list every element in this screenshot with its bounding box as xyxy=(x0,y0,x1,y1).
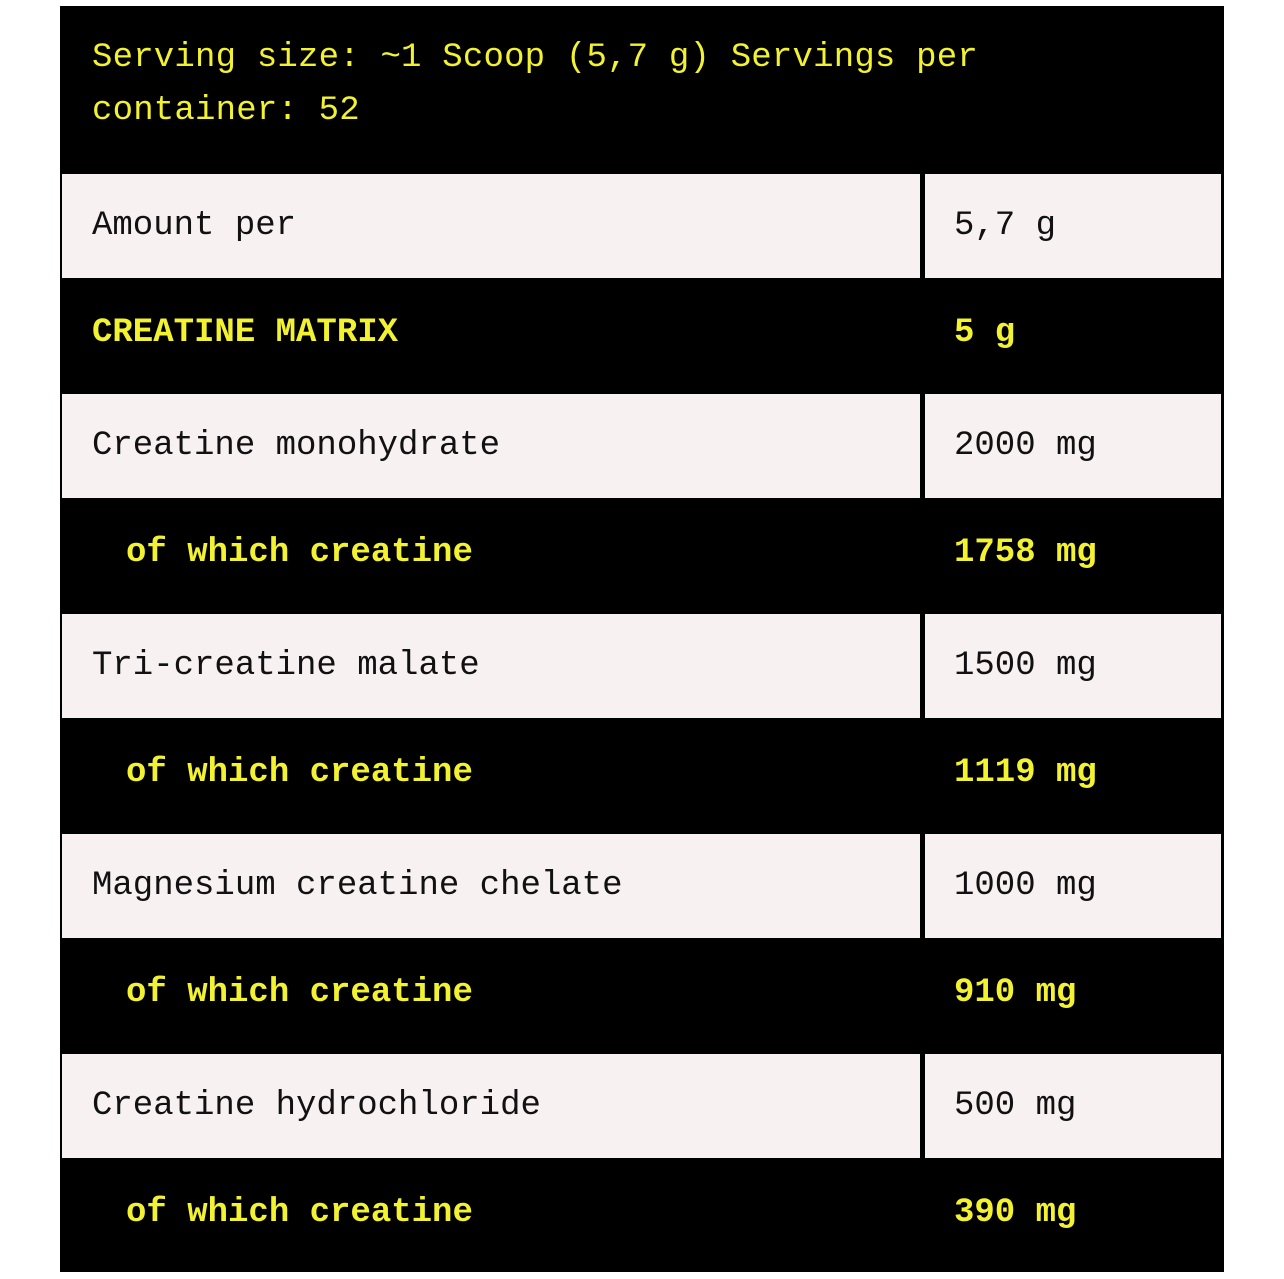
row-name: Amount per xyxy=(62,174,920,278)
row-amount: 1119 mg xyxy=(924,718,1224,828)
table-row-creatine-monohydrate xyxy=(60,394,1224,498)
row-amount: 5 g xyxy=(924,278,1224,388)
row-name: Magnesium creatine chelate xyxy=(62,834,920,938)
row-name: of which creatine xyxy=(60,718,922,828)
row-name: Creatine hydrochloride xyxy=(62,1054,920,1158)
table-row-magnesium-creatine-chelate xyxy=(60,834,1224,938)
table-row-amount-per xyxy=(60,174,1224,278)
table-row-of-which-creatine xyxy=(60,1158,1224,1268)
table-row-of-which-creatine xyxy=(60,718,1224,828)
row-amount: 1758 mg xyxy=(924,498,1224,608)
row-name: of which creatine xyxy=(60,498,922,608)
row-name: CREATINE MATRIX xyxy=(60,278,922,388)
table-row-tri-creatine-malate xyxy=(60,614,1224,718)
row-name: of which creatine xyxy=(60,1158,922,1268)
row-amount: 910 mg xyxy=(924,938,1224,1048)
row-amount: 1000 mg xyxy=(925,834,1221,938)
table-row-of-which-creatine xyxy=(60,938,1224,1048)
table-row-creatine-hydrochloride xyxy=(60,1054,1224,1158)
row-name: Tri-creatine malate xyxy=(62,614,920,718)
row-name: of which creatine xyxy=(60,938,922,1048)
supplement-facts-table xyxy=(60,6,1224,1272)
row-amount: 500 mg xyxy=(925,1054,1221,1158)
row-amount: 5,7 g xyxy=(925,174,1221,278)
row-amount: 1500 mg xyxy=(925,614,1221,718)
serving-info-header: Serving size: ~1 Scoop (5,7 g) Servings per container: 52 xyxy=(92,39,978,130)
row-name: Creatine monohydrate xyxy=(62,394,920,498)
table-row-creatine-matrix xyxy=(60,278,1224,388)
row-amount: 2000 mg xyxy=(925,394,1221,498)
table-row-of-which-creatine xyxy=(60,498,1224,608)
row-amount: 390 mg xyxy=(924,1158,1224,1268)
